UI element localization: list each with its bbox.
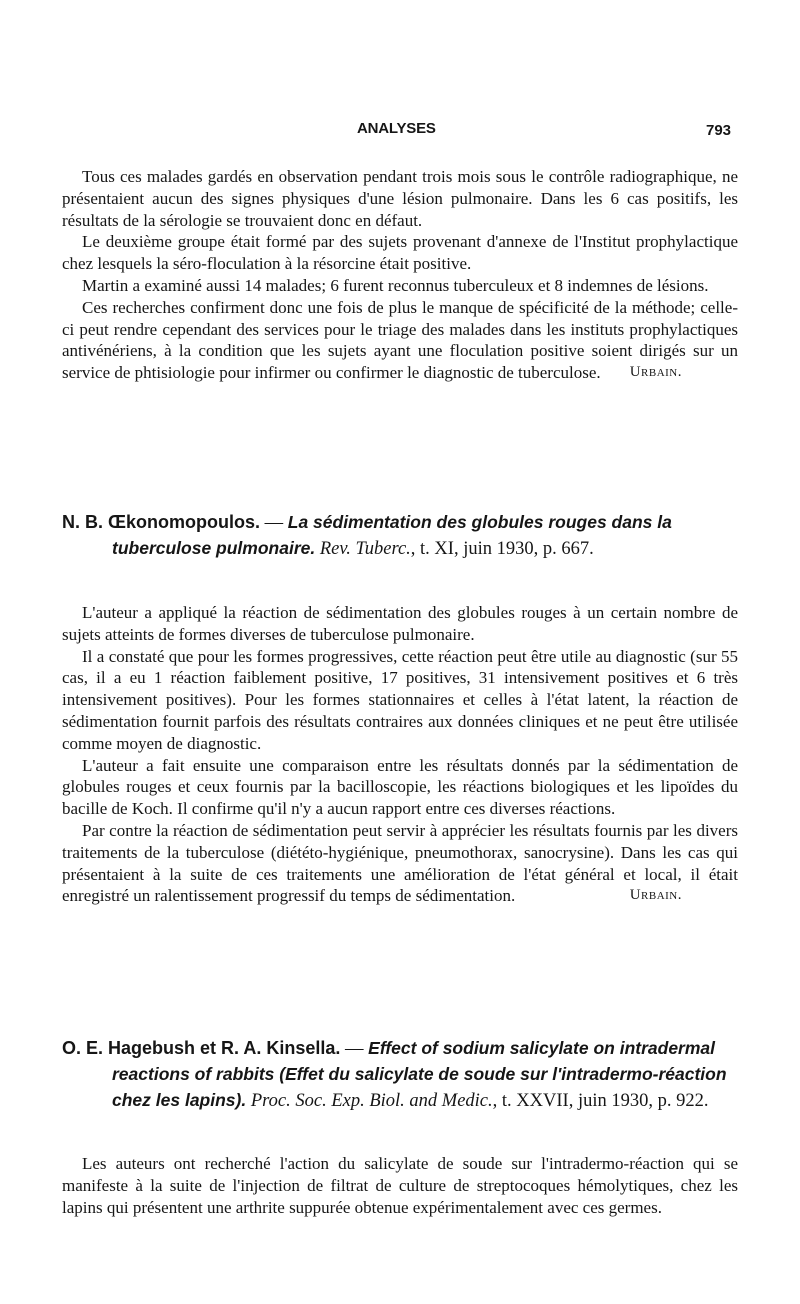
dash: —: [345, 1039, 364, 1059]
paragraph: Les auteurs ont recherché l'action du salicylate de soude sur l'intradermo-réaction qui se manifeste à la suite de l'injection de filtrat de culture de streptocoques hémolytiques, chez les lapins qui présentent une arthrite suppurée obtenue expérimentalement avec ces germes.: [62, 1154, 738, 1217]
running-head: [0, 120, 800, 144]
signature: Urbain.: [629, 364, 682, 381]
article-authors: N. B. Œkonomopoulos.: [62, 512, 260, 532]
paragraph: Tous ces malades gardés en observation pendant trois mois sous le contrôle radiographique, ne présentaient aucun des signes physiques d'une lésion pulmonaire. Dans les 6 cas positifs, les résultats de la sérologie se trouvaient donc en défaut.: [62, 167, 738, 230]
journal-name: Proc. Soc. Exp. Biol. and Medic.: [250, 1091, 493, 1111]
page-number: 793: [706, 122, 732, 139]
citation-details: , t. XI, juin 1930, p. 667.: [410, 539, 594, 559]
article-body: [62, 1153, 738, 1218]
paragraph: L'auteur a fait ensuite une comparaison entre les résultats donnés par la sédimentation de globules rouges et ceux fournis par la bacilloscopie, les réactions biologiques et les lipoïdes du bacille de Koch. Il confirme qu'il n'y a aucun rapport entre ces diverses réactions.: [62, 755, 738, 819]
dash: —: [264, 513, 284, 533]
paragraph: [62, 820, 738, 907]
paragraph: [62, 297, 738, 384]
paragraph: Martin a examiné aussi 14 malades; 6 furent reconnus tuberculeux et 8 indemnes de lésions.: [82, 275, 709, 295]
paragraph: Le deuxième groupe était formé par des sujets provenant d'annexe de l'Institut prophylactique chez lesquels la séro-floculation à la résorcine était positive.: [62, 232, 738, 274]
article-reference: [62, 1036, 738, 1114]
article-body: [62, 602, 738, 907]
section-title: ANALYSES: [357, 120, 436, 137]
analysis-continuation: [62, 166, 738, 384]
paragraph-text: Ces recherches confirment donc une fois de plus le manque de spécificité de la méthode; celle-ci peut rendre cependant des services pour le triage des malades dans les instituts prophylactiques antivénériens, à la condition que les sujets ayant une floculation positive soient dirigés sur un service de phtisiologie pour infirmer ou confirmer le diagnostic de tuberculose.: [62, 297, 738, 383]
paragraph: Il a constaté que pour les formes progressives, cette réaction peut être utile au diagnostic (sur 55 cas, il a eu 1 réaction faiblement positive, 17 positives, 31 intensivement positives et 6 très intensivement positives). Pour les formes stationnaires et celles à l'état latent, la réaction de sédimentation fournit parfois des résultats contraires aux données cliniques et ne peut être utilisée comme moyen de diagnostic.: [62, 646, 738, 753]
citation-details: , t. XXVII, juin 1930, p. 922.: [492, 1091, 709, 1111]
journal-name: Rev. Tuberc.: [319, 539, 411, 559]
signature: Urbain.: [629, 887, 682, 904]
article-title: La sédimentation des globules rouges dans la tuberculose pulmonaire.: [112, 512, 672, 558]
article-title: Effect of sodium salicylate on intradermal reactions of rabbits (Effet du salicylate de soude sur l'intradermo-réaction chez les lapins).: [112, 1038, 727, 1110]
article-authors: O. E. Hagebush et R. A. Kinsella.: [62, 1038, 341, 1058]
paragraph-text: Par contre la réaction de sédimentation peut servir à apprécier les résultats fournis par les divers traitements de la tuberculose (diététo-hygiénique, pneumothorax, sanocrysine). Dans les cas qui présentaient à la suite de ces traitements une amélioration de l'état général et local, il était enregistré un ralentissement progressif du temps de sédimentation.: [62, 820, 738, 906]
paragraph: L'auteur a appliqué la réaction de sédimentation des globules rouges à un certain nombre de sujets atteints de formes diverses de tuberculose pulmonaire.: [62, 603, 738, 644]
article-reference: [62, 510, 738, 562]
